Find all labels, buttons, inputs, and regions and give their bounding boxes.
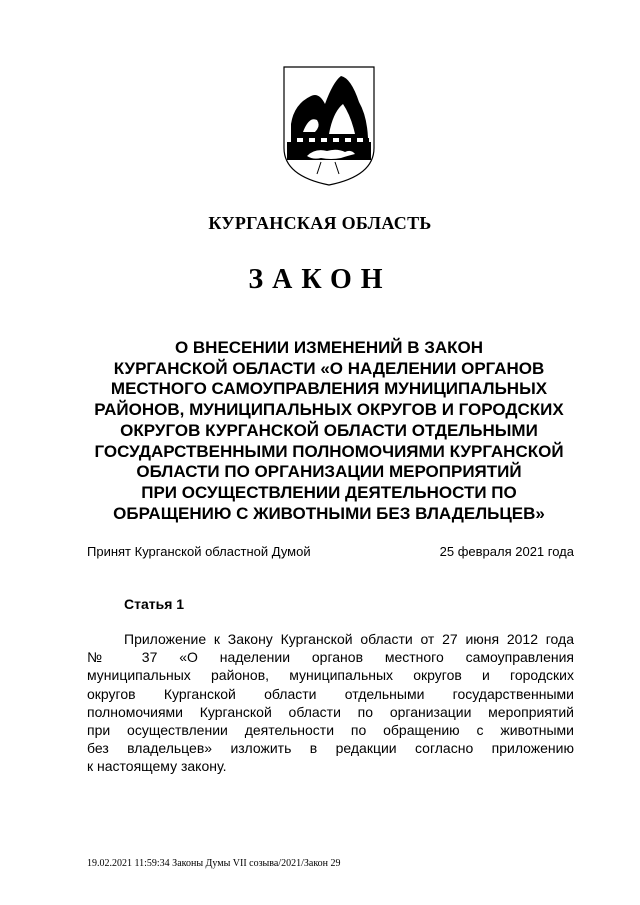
article-body (87, 630, 574, 776)
article-line: при осуществлении деятельности по обращению с животными (87, 721, 574, 738)
document-footer: 19.02.2021 11:59:34 Законы Думы VII созыва/2021/Закон 29 (87, 858, 341, 869)
adoption-date: 25 февраля 2021 года (439, 544, 574, 559)
law-title-line: МЕСТНОГО САМОУПРАВЛЕНИЯ МУНИЦИПАЛЬНЫХ (110, 379, 548, 399)
article-line: № 37 «О наделении органов местного самоуправления (87, 649, 574, 666)
law-title-line: О ВНЕСЕНИИ ИЗМЕНЕНИЙ В ЗАКОН (174, 338, 484, 357)
law-title (84, 338, 574, 524)
law-title-line: КУРГАНСКОЙ ОБЛАСТИ «О НАДЕЛЕНИИ ОРГАНОВ (113, 358, 545, 378)
law-title-line: ГОСУДАРСТВЕННЫМИ ПОЛНОМОЧИЯМИ КУРГАНСКОЙ (94, 441, 564, 461)
law-title-line: ОБЛАСТИ ПО ОРГАНИЗАЦИИ МЕРОПРИЯТИЙ (136, 462, 522, 482)
article-line: округов Курганской области отдельными государственными (87, 685, 574, 702)
law-title-line: ОКРУГОВ КУРГАНСКОЙ ОБЛАСТИ ОТДЕЛЬНЫМИ (120, 420, 538, 440)
article-line: без владельцев» изложить в редакции согласно приложению (87, 740, 574, 757)
article-line: к настоящему закону. (87, 758, 227, 775)
article-line: Приложение к Закону Курганской области от 27 июня 2012 года (124, 631, 574, 647)
region-name: КУРГАНСКАЯ ОБЛАСТЬ (208, 213, 432, 233)
kurgan-region-coat-of-arms-icon (281, 64, 377, 188)
article-line: муниципальных районов, муниципальных округов и городских (87, 667, 574, 684)
article-line: полномочиями Курганской области по организации мероприятий (87, 703, 574, 720)
document-type: ЗАКОН (248, 264, 392, 295)
adoption-statement: Принят Курганской областной Думой (87, 544, 311, 559)
law-title-line: ПРИ ОСУЩЕСТВЛЕНИИ ДЕЯТЕЛЬНОСТИ ПО (141, 482, 517, 502)
law-title-line: РАЙОНОВ, МУНИЦИПАЛЬНЫХ ОКРУГОВ И ГОРОДСКИХ (94, 400, 564, 420)
law-title-line: ОБРАЩЕНИЮ С ЖИВОТНЫМИ БЕЗ ВЛАДЕЛЬЦЕВ» (113, 503, 545, 523)
article-heading: Статья 1 (124, 596, 185, 612)
